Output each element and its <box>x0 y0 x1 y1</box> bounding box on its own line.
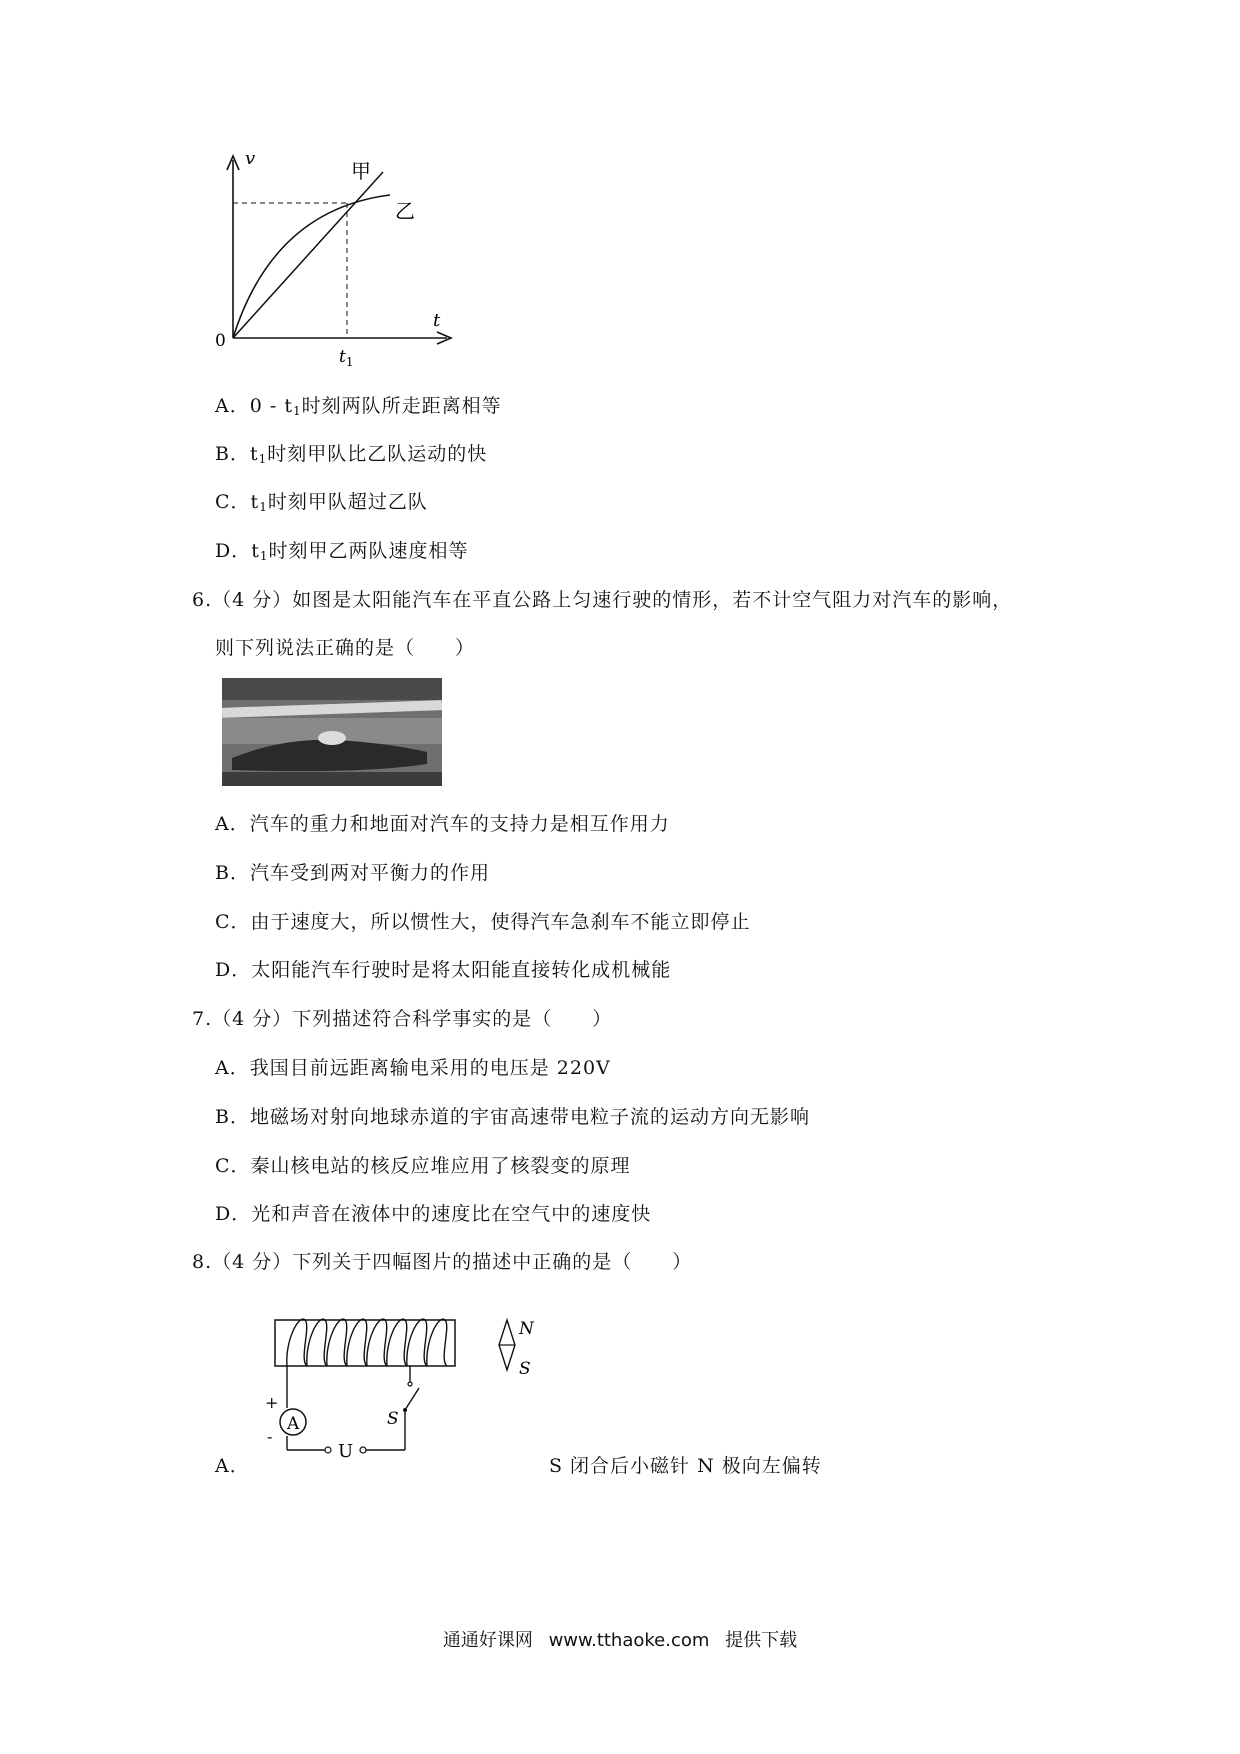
needle-n-label: N <box>519 1319 534 1339</box>
q5-option-a[interactable]: A．$0 - t_1$时刻两队所走距离相等 <box>215 395 502 418</box>
q6-stem-line1: 6.（4 分）如图是太阳能汽车在平直公路上匀速行驶的情形，若不计空气阻力对汽车的影响， <box>192 589 1013 611</box>
photo-shadow <box>222 772 442 786</box>
q5-option-d[interactable]: D．$t_1$时刻甲乙两队速度相等 <box>215 540 469 563</box>
q8-stem: 8.（4 分）下列关于四幅图片的描述中正确的是（ ） <box>192 1251 693 1273</box>
page-footer <box>0 1626 1240 1652</box>
solenoid-circuit-diagram <box>255 1300 555 1460</box>
series-yi-curve <box>233 195 390 338</box>
q7-stem: 7.（4 分）下列描述符合科学事实的是（ ） <box>192 1008 613 1030</box>
footer-site-name: 通通好课网 <box>442 1630 533 1651</box>
q7-option-c[interactable]: C．秦山核电站的核反应堆应用了核裂变的原理 <box>215 1155 631 1177</box>
q7-option-d[interactable]: D．光和声音在液体中的速度比在空气中的速度快 <box>215 1203 652 1225</box>
needle-s-label: S <box>519 1359 531 1379</box>
q5-option-c[interactable]: C．$t_1$时刻甲队超过乙队 <box>215 491 428 514</box>
q8-option-a-letter[interactable]: A． <box>215 1455 250 1477</box>
minus-terminal-label: - <box>267 1427 273 1446</box>
series-jia-line <box>233 172 383 338</box>
ammeter-label: A <box>287 1414 300 1434</box>
plus-terminal-label: + <box>265 1393 279 1412</box>
terminal-right <box>360 1447 366 1453</box>
q7-option-a[interactable]: A．我国目前远距离输电采用的电压是 220V <box>215 1057 611 1079</box>
solar-car-canopy <box>318 731 346 745</box>
q6-option-c[interactable]: C．由于速度大，所以惯性大，使得汽车急刹车不能立即停止 <box>215 911 751 933</box>
velocity-time-graph <box>205 150 475 370</box>
switch-label: S <box>387 1409 399 1429</box>
voltage-label: U <box>338 1441 354 1460</box>
q6-option-b[interactable]: B．汽车受到两对平衡力的作用 <box>215 862 490 884</box>
t1-label: $t_1$ <box>339 347 354 369</box>
photo-sky-band <box>222 678 442 700</box>
switch-pivot <box>403 1408 407 1412</box>
q6-option-a[interactable]: A．汽车的重力和地面对汽车的支持力是相互作用力 <box>215 813 670 835</box>
q7-option-b[interactable]: B．地磁场对射向地球赤道的宇宙高速带电粒子流的运动方向无影响 <box>215 1106 810 1128</box>
footer-url[interactable]: www.tthaoke.com <box>548 1630 710 1651</box>
footer-suffix: 提供下载 <box>725 1630 798 1651</box>
q5-option-b[interactable]: B．$t_1$时刻甲队比乙队运动的快 <box>215 443 488 466</box>
terminal-left <box>325 1447 331 1453</box>
solar-car-photo <box>222 678 442 786</box>
v-axis-label: v <box>245 150 256 169</box>
switch-blade <box>405 1388 419 1410</box>
switch-contact <box>408 1382 412 1386</box>
t-axis-label: t <box>433 310 441 331</box>
q6-option-d[interactable]: D．太阳能汽车行驶时是将太阳能直接转化成机械能 <box>215 959 672 981</box>
q8-option-a-text[interactable]: S 闭合后小磁针 N 极向左偏转 <box>549 1455 822 1477</box>
yi-label: 乙 <box>395 199 415 223</box>
solenoid-coil <box>287 1319 447 1366</box>
origin-label: 0 <box>215 331 226 351</box>
q6-stem-line2: 则下列说法正确的是（ ） <box>215 637 476 659</box>
jia-label: 甲 <box>351 159 371 183</box>
